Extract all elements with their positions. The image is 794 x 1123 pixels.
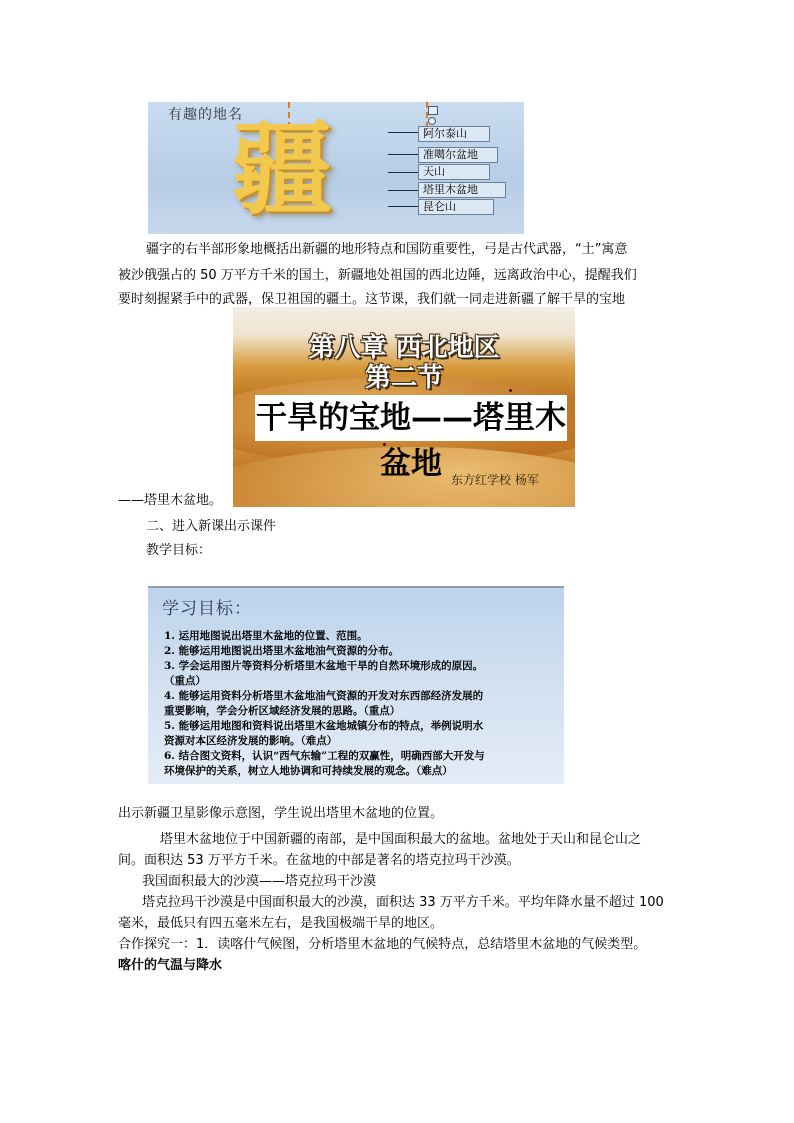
objective-item: 重要影响，学会分析区域经济发展的思路。（重点） [164,705,401,717]
speck [509,389,512,392]
slide1-title: 有趣的地名 [168,107,243,123]
paragraph-line: 合作探究一：1．读喀什气候图，分析塔里木盆地的气候特点，总结塔里木盆地的气候类型。 [118,937,647,952]
slide-image-desert [233,307,575,507]
connector-line [388,206,418,207]
paragraph-line: 被沙俄强占的 50 万平方千米的国土，新疆地处祖国的西北边陲，远离政治中心，提醒我们 [118,268,637,283]
slide2-main-title: 干旱的宝地——塔里木盆地 [256,400,566,482]
objective-item: 1. 运用地图说出塔里木盆地的位置、范围。 [164,630,368,642]
checkbox-icon [428,106,438,115]
objective-item: 5. 能够运用地图和资料说出塔里木盆地城镇分布的特点，举例说明水 [164,720,484,732]
label-kunlun: 昆仑山 [418,199,494,215]
slide3-heading: 学习目标： [162,599,252,619]
connector-line [388,172,418,173]
slide-image-objectives [148,586,564,784]
slide2-section: 第二节 [364,363,443,393]
paragraph-line: ——塔里木盆地。 [118,493,223,508]
big-character: 疆 [232,110,332,228]
objective-item: 6. 结合图文资料，认识“西气东输”工程的双赢性，明确西部大开发与 [164,750,485,762]
label-altai: 阿尔泰山 [418,126,490,142]
paragraph-line: 毫米，最低只有四五毫米左右，是我国极端干旱的地区。 [118,916,444,931]
connector-line [388,132,418,133]
slide2-author: 东方红学校 杨军 [451,473,539,487]
label-tarim: 塔里木盆地 [418,182,506,198]
paragraph-line: 塔里木盆地位于中国新疆的南部，是中国面积最大的盆地。盆地处于天山和昆仑山之 [160,832,642,847]
paragraph-line: 要时刻握紧手中的武器，保卫祖国的疆土。这节课，我们就一同走进新疆了解干旱的宝地 [118,292,626,307]
label-tianshan: 天山 [418,164,490,180]
objective-item: 3. 学会运用图片等资料分析塔里木盆地干旱的自然环境形成的原因。 [164,660,484,672]
objective-item: 环境保护的关系，树立人地协调和可持续发展的观念。（难点） [164,765,453,777]
bold-caption: 喀什的气温与降水 [118,958,223,973]
connector-line [388,154,418,155]
paragraph-line: 塔克拉玛干沙漠是中国面积最大的沙漠，面积达 33 万平方千米。平均年降水量不超过 100 [142,895,664,910]
objective-item: 资源对本区经济发展的影响。（难点） [164,735,338,747]
section-heading: 二、进入新课出示课件 [146,519,277,534]
objective-item: 2. 能够运用地图说出塔里木盆地油气资源的分布。 [164,645,400,657]
slide-image-jiang [148,102,524,234]
paragraph-line: 疆字的右半部形象地概括出新疆的地形特点和国防重要性，弓是古代武器，“土”寓意 [146,242,628,257]
connector-line [388,190,418,191]
handle-icon [428,117,436,125]
paragraph-line: 出示新疆卫星影像示意图，学生说出塔里木盆地的位置。 [118,806,444,821]
paragraph-line: 间。面积达 53 万平方千米。在盆地的中部是著名的塔克拉玛干沙漠。 [118,853,520,868]
subheading: 我国面积最大的沙漠——塔克拉玛干沙漠 [142,874,377,889]
objective-item: （重点） [164,675,206,687]
objectives-label: 教学目标： [146,543,212,558]
slide2-chapter: 第八章 西北地区 [308,333,500,363]
objective-item: 4. 能够运用资料分析塔里木盆地油气资源的开发对东西部经济发展的 [164,690,484,702]
speck [383,443,386,446]
label-junggar: 准噶尔盆地 [418,147,498,163]
